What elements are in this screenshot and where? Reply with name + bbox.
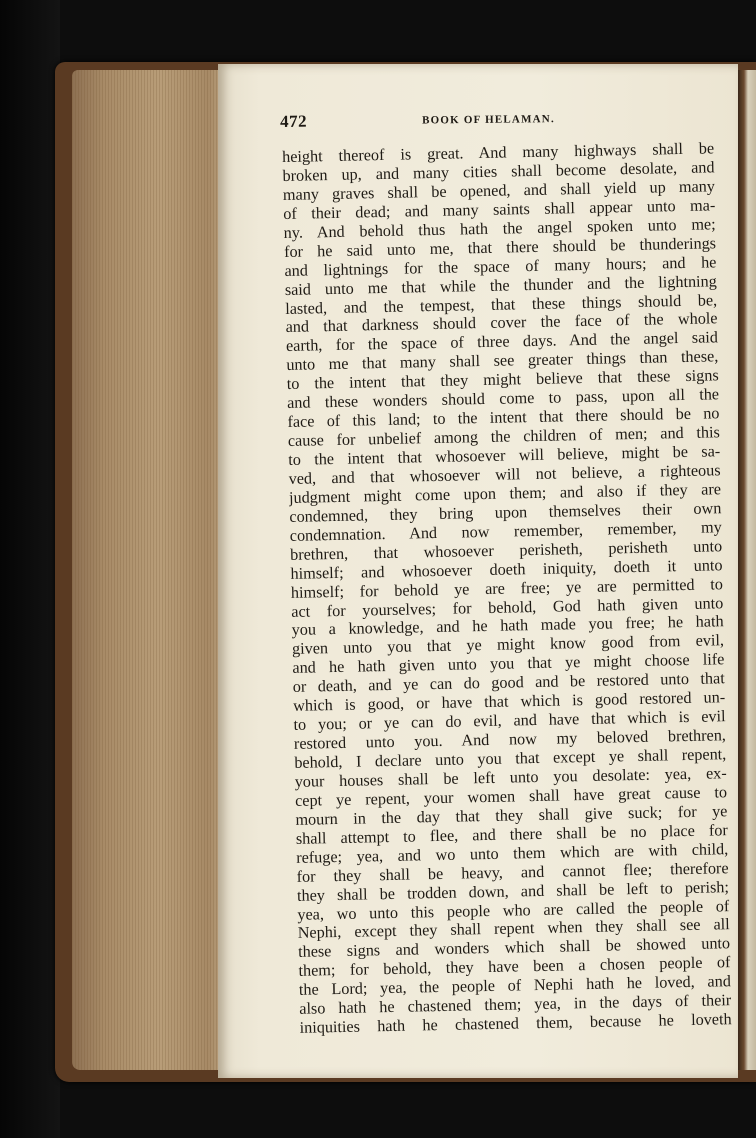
text-line: mourn in the day that they shall give suck; for ye: [295, 802, 728, 829]
text-line: and that darkness should cover the face of the whole: [285, 309, 718, 337]
text-line: your houses shall be left unto you desolate: yea, ex-: [294, 764, 727, 791]
text-line: you a knowledge, and he hath made you free; he hath: [291, 612, 724, 640]
text-line: Nephi, except they shall repent when they shall see all: [297, 915, 730, 943]
text-line: and these wonders should come to pass, upon all the: [286, 385, 720, 413]
text-line: for they shall be heavy, and cannot flee; therefore: [296, 858, 729, 886]
text-line: to the intent that whosoever will believe, might be sa-: [288, 442, 721, 469]
text-line: restored unto you. And now my beloved brethren,: [293, 726, 727, 753]
text-line: also hath he chastened them; yea, in the days of their: [299, 991, 732, 1019]
text-line: iniquities hath he chastened them, because he loveth: [299, 1010, 732, 1037]
text-line: ny. And behold thus hath the angel spoken unto me;: [283, 215, 716, 242]
text-line: said unto me that while the thunder and the lightning: [284, 271, 717, 299]
text-line: yea, wo unto this people who are called the people of: [297, 896, 730, 924]
running-title: BOOK OF HELAMAN.: [422, 113, 555, 127]
page-header: [280, 109, 580, 138]
text-line: himself; for behold ye are free; ye are permitted to: [290, 574, 724, 602]
text-line: himself; and whosoever doeth iniquity, doeth it unto: [290, 555, 723, 583]
text-line: act for yourselves; for behold, God hath given unto: [291, 593, 724, 621]
text-line: these signs and wonders which shall be showed unto: [297, 934, 731, 962]
text-line: earth, for the space of three days. And the angel said: [285, 328, 719, 356]
text-line: given unto you that ye might know good from evil,: [291, 631, 725, 659]
text-line: to the intent that they might believe that these signs: [286, 366, 719, 394]
page-number: 472: [280, 111, 308, 131]
text-line: lasted, and the tempest, that these things should be,: [285, 290, 718, 318]
text-line: refuge; yea, and wo unto them which are with child,: [296, 839, 729, 867]
text-line: which is good, or have that which is good restored un-: [293, 688, 726, 716]
text-line: them; for behold, they have been a chosen people of: [298, 953, 731, 981]
text-line: many graves shall be opened, and shall yield up many: [282, 177, 716, 204]
text-line: cause for unbelief among the children of men; and this: [287, 423, 720, 451]
text-line: for he said unto me, that there should be thunderings: [283, 233, 717, 261]
text-line: shall attempt to flee, and there shall be no place for: [295, 820, 728, 848]
text-line: and lightnings for the space of many hours; and he: [284, 252, 717, 280]
text-line: face of this land; to the intent that there should be no: [287, 404, 720, 432]
text-line: unto me that many shall see greater things than these,: [286, 347, 719, 375]
text-line: ved, and that whosoever will not believe, a righteous: [288, 461, 721, 488]
text-line: of their dead; and many saints shall appear unto ma-: [283, 196, 716, 223]
text-line: cept ye repent, your women shall have great cause to: [294, 783, 728, 810]
page-fore-edge: [72, 70, 232, 1070]
text-line: they shall be trodden down, and shall be left to perish;: [296, 877, 730, 905]
text-line: the Lord; yea, the people of Nephi hath he loved, and: [298, 972, 731, 1000]
text-line: condemnation. And now remember, remember, my: [289, 518, 722, 545]
text-line: condemned, they bring upon themselves their own: [289, 499, 722, 526]
body-text: [282, 139, 732, 1038]
text-line: broken up, and many cities shall become desolate, and: [282, 158, 715, 185]
text-line: height thereof is great. And many highways shall be: [282, 139, 715, 166]
text-line: to you; or ye can do evil, and have that which is evil: [293, 707, 726, 735]
text-line: and he hath given unto you that ye might choose life: [292, 650, 725, 678]
text-line: judgment might come upon them; and also if they are: [288, 480, 722, 507]
text-line: behold, I declare unto you that except ye shall repent,: [294, 745, 727, 772]
background: [0, 0, 60, 1138]
text-line: or death, and ye can do good and be restored unto that: [292, 669, 725, 697]
text-line: brethren, that whosoever perisheth, perisheth unto: [289, 536, 723, 564]
facing-page-edge: [736, 70, 756, 1070]
